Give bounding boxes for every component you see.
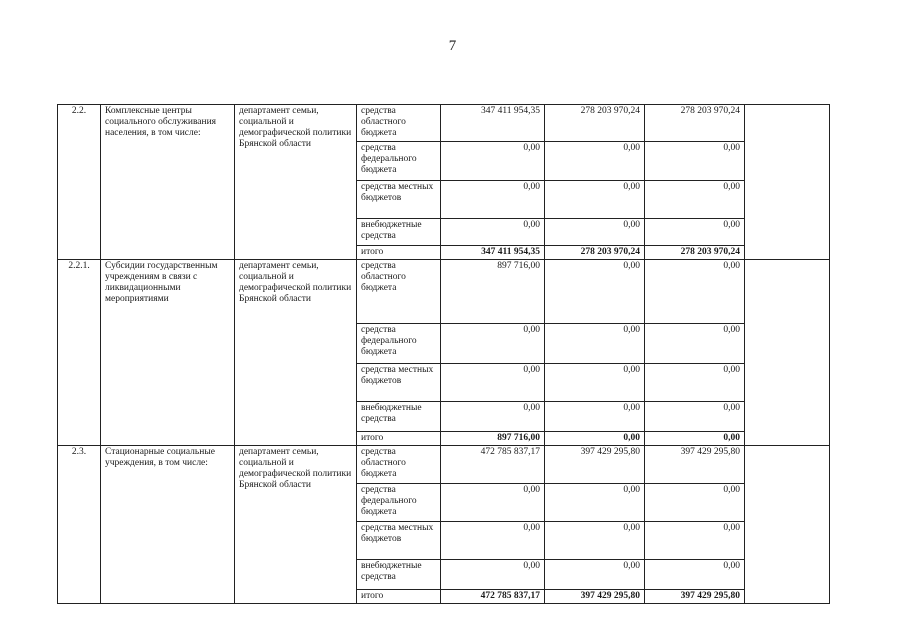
amount-cell: 0,00: [645, 364, 745, 402]
amount-cell: 0,00: [645, 560, 745, 590]
amount-cell: 0,00: [645, 522, 745, 560]
amount-cell: 397 429 295,80: [545, 446, 645, 484]
funding-source: внебюджетные средства: [357, 219, 441, 246]
funding-source: средства областного бюджета: [357, 260, 441, 324]
amount-cell: 897 716,00: [441, 260, 545, 324]
amount-cell: 0,00: [441, 402, 545, 432]
funding-source: средства областного бюджета: [357, 446, 441, 484]
budget-table: [57, 104, 830, 604]
section-executor: департамент семьи, социальной и демографической политики Брянской области: [235, 105, 357, 260]
amount-cell: 347 411 954,35: [441, 246, 545, 260]
funding-source: средства федерального бюджета: [357, 142, 441, 181]
amount-cell: 0,00: [545, 560, 645, 590]
amount-cell: 0,00: [645, 432, 745, 446]
amount-cell: 0,00: [545, 181, 645, 219]
amount-cell: 0,00: [645, 219, 745, 246]
section-executor: департамент семьи, социальной и демографической политики Брянской области: [235, 446, 357, 604]
amount-cell: 0,00: [645, 324, 745, 364]
section-name: Стационарные социальные учреждения, в том числе:: [101, 446, 235, 604]
amount-cell: 0,00: [645, 484, 745, 522]
page-number: 7: [448, 38, 457, 54]
funding-source: средства федерального бюджета: [357, 484, 441, 522]
amount-cell: 0,00: [441, 324, 545, 364]
funding-source: средства областного бюджета: [357, 105, 441, 142]
funding-source: средства федерального бюджета: [357, 324, 441, 364]
amount-cell: 278 203 970,24: [645, 246, 745, 260]
funding-source: средства местных бюджетов: [357, 181, 441, 219]
funding-source: итого: [357, 432, 441, 446]
section-code: 2.3.: [58, 446, 101, 604]
amount-cell: 0,00: [545, 324, 645, 364]
amount-cell: 278 203 970,24: [545, 246, 645, 260]
amount-cell: 0,00: [441, 181, 545, 219]
amount-cell: 0,00: [441, 560, 545, 590]
section-code: 2.2.: [58, 105, 101, 260]
amount-cell: 0,00: [545, 142, 645, 181]
amount-cell: 0,00: [645, 402, 745, 432]
amount-cell: 0,00: [441, 219, 545, 246]
amount-cell: 0,00: [545, 219, 645, 246]
funding-source: итого: [357, 590, 441, 604]
table-row: [58, 105, 830, 142]
funding-source: внебюджетные средства: [357, 402, 441, 432]
funding-source: средства местных бюджетов: [357, 522, 441, 560]
amount-cell: 0,00: [645, 260, 745, 324]
empty-cell: [745, 446, 830, 604]
section-name: Комплексные центры социального обслуживания населения, в том числе:: [101, 105, 235, 260]
amount-cell: 278 203 970,24: [545, 105, 645, 142]
table-row: [58, 446, 830, 484]
amount-cell: 0,00: [545, 432, 645, 446]
amount-cell: 0,00: [545, 522, 645, 560]
amount-cell: 0,00: [645, 181, 745, 219]
funding-source: средства местных бюджетов: [357, 364, 441, 402]
amount-cell: 0,00: [545, 260, 645, 324]
amount-cell: 278 203 970,24: [645, 105, 745, 142]
amount-cell: 0,00: [441, 364, 545, 402]
amount-cell: 0,00: [441, 142, 545, 181]
amount-cell: 0,00: [545, 364, 645, 402]
amount-cell: 397 429 295,80: [645, 590, 745, 604]
amount-cell: 0,00: [441, 522, 545, 560]
amount-cell: 0,00: [645, 142, 745, 181]
amount-cell: 397 429 295,80: [645, 446, 745, 484]
section-executor: департамент семьи, социальной и демографической политики Брянской области: [235, 260, 357, 446]
funding-source: итого: [357, 246, 441, 260]
empty-cell: [745, 105, 830, 260]
empty-cell: [745, 260, 830, 446]
section-name: Субсидии государственным учреждениям в связи с ликвидационными мероприятиями: [101, 260, 235, 446]
table-row: [58, 260, 830, 324]
amount-cell: 897 716,00: [441, 432, 545, 446]
amount-cell: 0,00: [545, 484, 645, 522]
section-code: 2.2.1.: [58, 260, 101, 446]
amount-cell: 0,00: [545, 402, 645, 432]
amount-cell: 347 411 954,35: [441, 105, 545, 142]
amount-cell: 472 785 837,17: [441, 590, 545, 604]
amount-cell: 397 429 295,80: [545, 590, 645, 604]
amount-cell: 0,00: [441, 484, 545, 522]
funding-source: внебюджетные средства: [357, 560, 441, 590]
amount-cell: 472 785 837,17: [441, 446, 545, 484]
